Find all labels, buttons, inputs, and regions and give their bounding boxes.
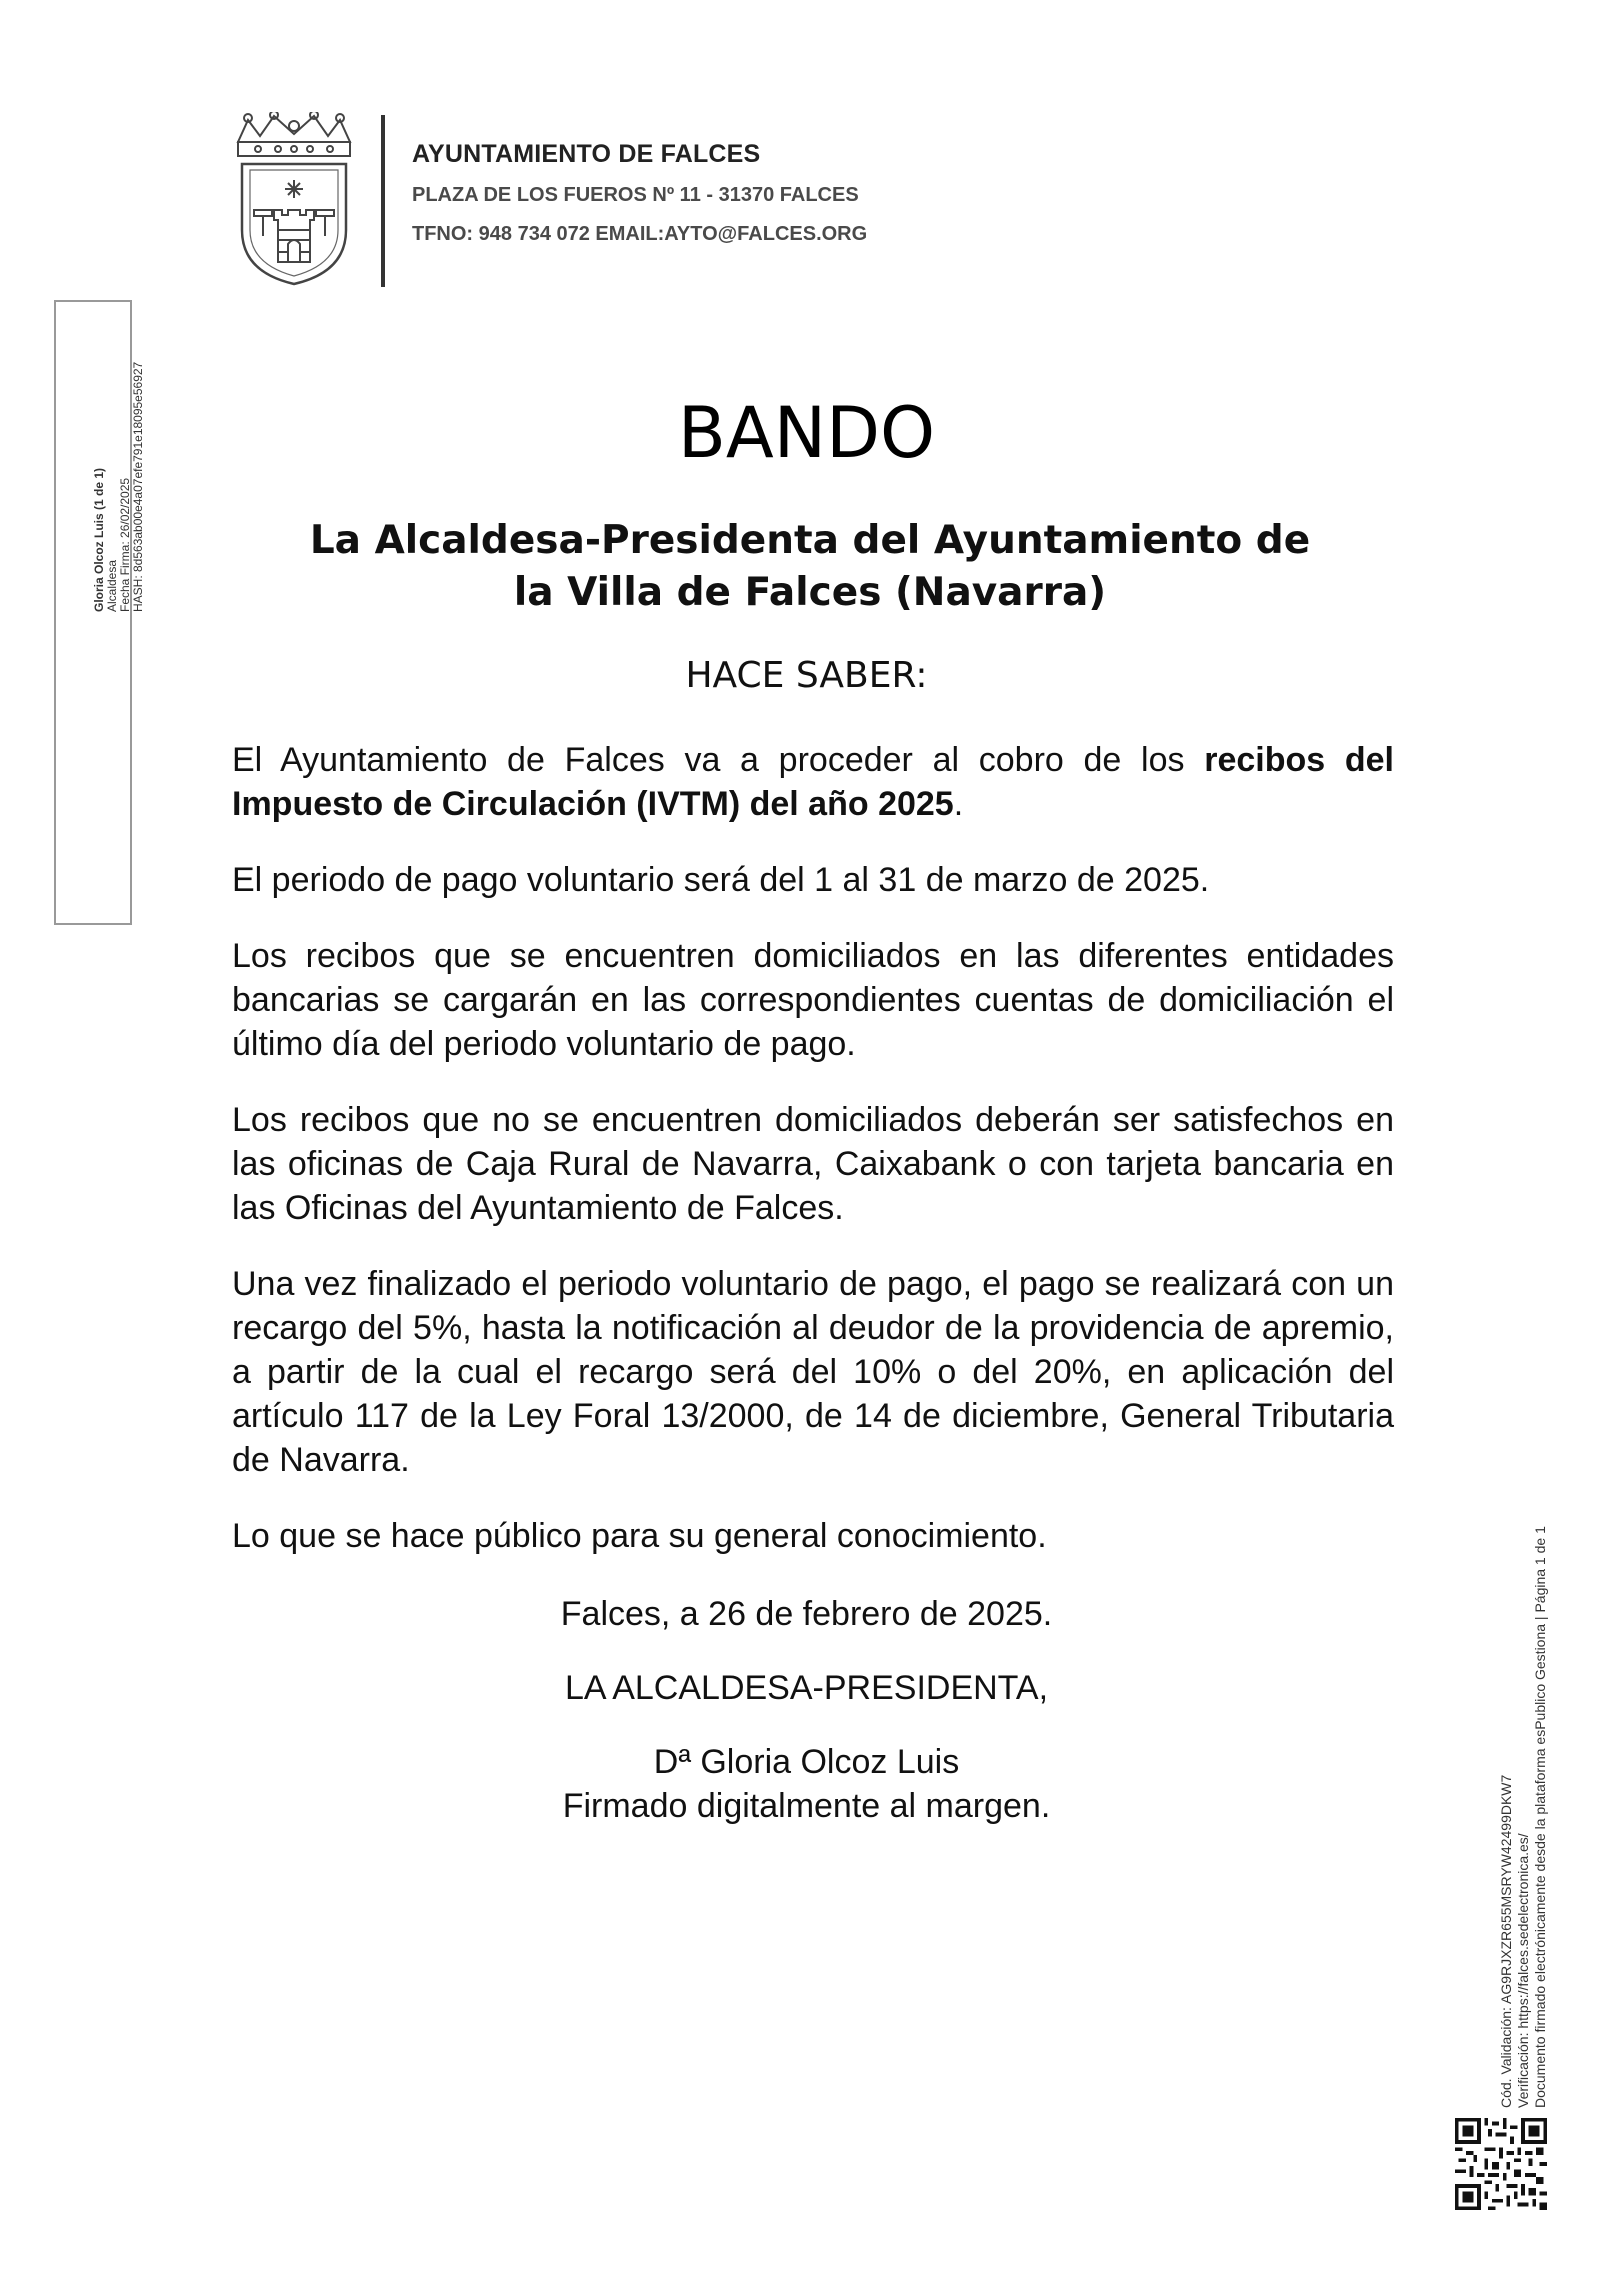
- paragraph-1-bold: recibos del Impuesto de Circulación (IVTM) del año 2025: [232, 741, 1394, 823]
- signature-hash: HASH: 8d563ab00e4a07efe791e18095e56927: [131, 361, 145, 612]
- verification-url: Verificación: https://falces.sedelectronica.es/: [1515, 1833, 1531, 2108]
- paragraph-4: Los recibos que no se encuentren domiciliados deberán ser satisfechos en las oficinas de Caja Rural de Navarra, Caixabank o con tarjeta bancaria en las Oficinas del Ayuntamiento de Falces.: [232, 1101, 1394, 1227]
- paragraph-3: Los recibos que se encuentren domiciliados en las diferentes entidades bancarias se cargarán en las correspondientes cuentas de domiciliación el último día del periodo voluntario de pago.: [232, 937, 1394, 1063]
- paragraph-2: El periodo de pago voluntario será del 1 al 31 de marzo de 2025.: [232, 861, 1210, 899]
- paragraph-1: [232, 738, 1394, 826]
- paragraph-1-text: El Ayuntamiento de Falces va a proceder al cobro de los: [232, 741, 1205, 779]
- org-address: PLAZA DE LOS FUEROS Nº 11 - 31370 FALCES: [412, 184, 859, 206]
- paragraph-5: Una vez finalizado el periodo voluntario de pago, el pago se realizará con un recargo del 5%, hasta la notificación al deudor de la providencia de apremio, a partir de la cual el recargo será del 10% o del 20%, en aplicación del artículo 117 de la Ley Foral 13/2000, de 14 de diciembre, General Tributaria de Navarra.: [232, 1265, 1394, 1479]
- closing-block: [0, 1592, 1613, 1828]
- org-contact: TFNO: 948 734 072 EMAIL:AYTO@FALCES.ORG: [412, 223, 868, 245]
- org-name: AYUNTAMIENTO DE FALCES: [412, 140, 761, 168]
- paragraph-1-end: .: [953, 785, 964, 823]
- subtitle-line-1: La Alcaldesa-Presidenta del Ayuntamiento de: [309, 518, 1311, 563]
- document-body: [232, 738, 1394, 1590]
- coat-of-arms-icon: [228, 112, 360, 290]
- subtitle-line-2: la Villa de Falces (Navarra): [513, 570, 1107, 615]
- page-subtitle: [240, 515, 1380, 619]
- page-title: BANDO: [677, 392, 936, 474]
- hace-saber-heading: HACE SABER:: [685, 655, 928, 696]
- qr-code-icon: [1455, 2118, 1547, 2210]
- closing-signed: Firmado digitalmente al margen.: [562, 1787, 1051, 1825]
- paragraph-6: Lo que se hace público para su general conocimiento.: [232, 1517, 1047, 1555]
- closing-name: Dª Gloria Olcoz Luis: [653, 1743, 960, 1781]
- signature-date: Fecha Firma: 26/02/2025: [118, 477, 132, 612]
- verification-platform: Documento firmado electrónicamente desde la plataforma esPublico Gestiona | Página 1 de 1: [1532, 1526, 1548, 2108]
- verification-code: Cód. Validación: AG9RJXZR655MSRYW42499DKW7: [1498, 1774, 1514, 2108]
- closing-place-date: Falces, a 26 de febrero de 2025.: [560, 1595, 1053, 1633]
- closing-role: LA ALCALDESA-PRESIDENTA,: [564, 1669, 1049, 1707]
- header-info: [412, 140, 867, 262]
- header-divider: [381, 115, 385, 287]
- signer-name: Gloria Olcoz Luis (1 de 1): [92, 467, 106, 612]
- signer-role: Alcaldesa: [105, 559, 119, 612]
